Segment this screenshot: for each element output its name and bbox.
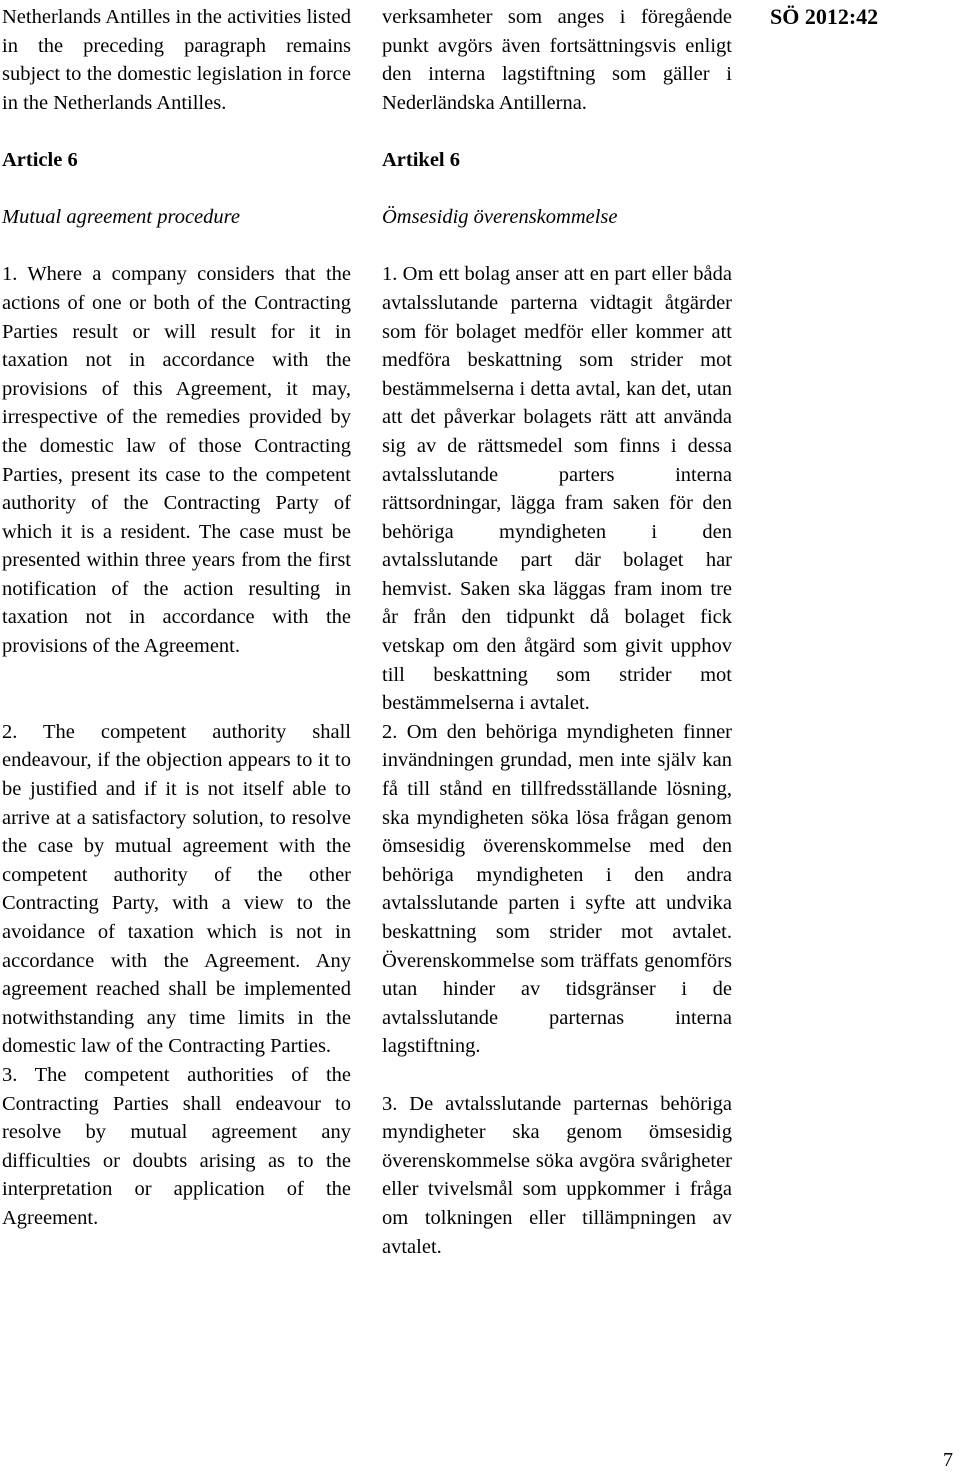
english-column [2, 3, 351, 1233]
english-paragraph-1: 1. Where a company considers that the actions of one or both of the Contracting Parties result or will result for it in taxation not in accordance with the provisions of this Agreement, it may, irrespective of the remedies provided by the domestic law of those Contracting Parties, present its case to the competent authority of the Contracting Party of which it is a resident. The case must be presented within three years from the first notification of the action resulting in taxation not in accordance with the provisions of the Agreement. [2, 263, 351, 658]
english-intro-paragraph: Netherlands Antilles in the activities listed in the preceding paragraph remains subject to the domestic legislation in force in the Netherlands Antilles. [2, 6, 351, 114]
swedish-column [382, 3, 732, 1261]
spacer [382, 117, 732, 146]
spacer [2, 661, 351, 690]
swedish-intro-paragraph: verksamheter som anges i föregående punkt avgörs även fortsättningsvis enligt den interna lagstiftning som gäller i Nederländska Antillerna. [382, 6, 732, 114]
swedish-paragraph-3: 3. De avtalsslutande parternas behöriga myndigheter ska genom ömsesidig överenskommelse söka avgöra svårigheter eller tvivelsmål som uppkommer i fråga om tolkningen eller tillämpningen av avtalet. [382, 1092, 732, 1258]
document-reference: SÖ 2012:42 [770, 4, 879, 29]
page-number: 7 [943, 1449, 953, 1471]
spacer [2, 117, 351, 146]
spacer [2, 175, 351, 204]
spacer [382, 1061, 732, 1090]
english-article-subtitle: Mutual agreement procedure [2, 206, 240, 229]
english-article-title: Article 6 [2, 148, 78, 171]
swedish-paragraph-2: 2. Om den behöriga myndigheten finner invändningen grundad, men inte själv kan få till stånd en tillfredsställande lösning, ska myndigheten söka lösa frågan genom ömsesidig överenskommelse med den behöriga myndigheten i den andra avtalsslutande parten i syfte att undvika beskattning som strider mot avtalet. Överenskommelse som träffats genomförs utan hinder av tidsgränser i de avtalsslutande parternas interna lagstiftning. [382, 720, 732, 1058]
spacer [2, 232, 351, 261]
english-paragraph-2: 2. The competent authority shall endeavour, if the objection appears to it to be justified and if it is not itself able to arrive at a satisfactory solution, to resolve the case by mutual agreement with the competent authority of the other Contracting Party, with a view to the avoidance of taxation which is not in accordance with the Agreement. Any agreement reached shall be implemented notwithstanding any time limits in the domestic law of the Contracting Parties. [2, 720, 351, 1058]
spacer [382, 232, 732, 261]
spacer [2, 689, 351, 718]
spacer [382, 175, 732, 204]
swedish-paragraph-1: 1. Om ett bolag anser att en part eller båda avtalsslutande parterna vidtagit åtgärder som för bolaget medför eller kommer att medföra beskattning som strider mot bestämmelserna i detta avtal, kan det, utan att det påverkar bolagets rätt att använda sig av de rättsmedel som finns i dessa avtalsslutande parters interna rättsordningar, lägga fram saken för den behöriga myndigheten i den avtalsslutande part där bolaget har hemvist. Saken ska läggas fram inom tre år från den tidpunkt då bolaget fick vetskap om den åtgärd som givit upphov till beskattning som strider mot bestämmelserna i avtalet. [382, 263, 732, 715]
english-paragraph-3: 3. The competent authorities of the Contracting Parties shall endeavour to resolve by mutual agreement any difficulties or doubts arising as to the interpretation or application of the Agreement. [2, 1063, 351, 1229]
swedish-article-title: Artikel 6 [382, 148, 460, 171]
swedish-article-subtitle: Ömsesidig överenskommelse [382, 206, 618, 229]
